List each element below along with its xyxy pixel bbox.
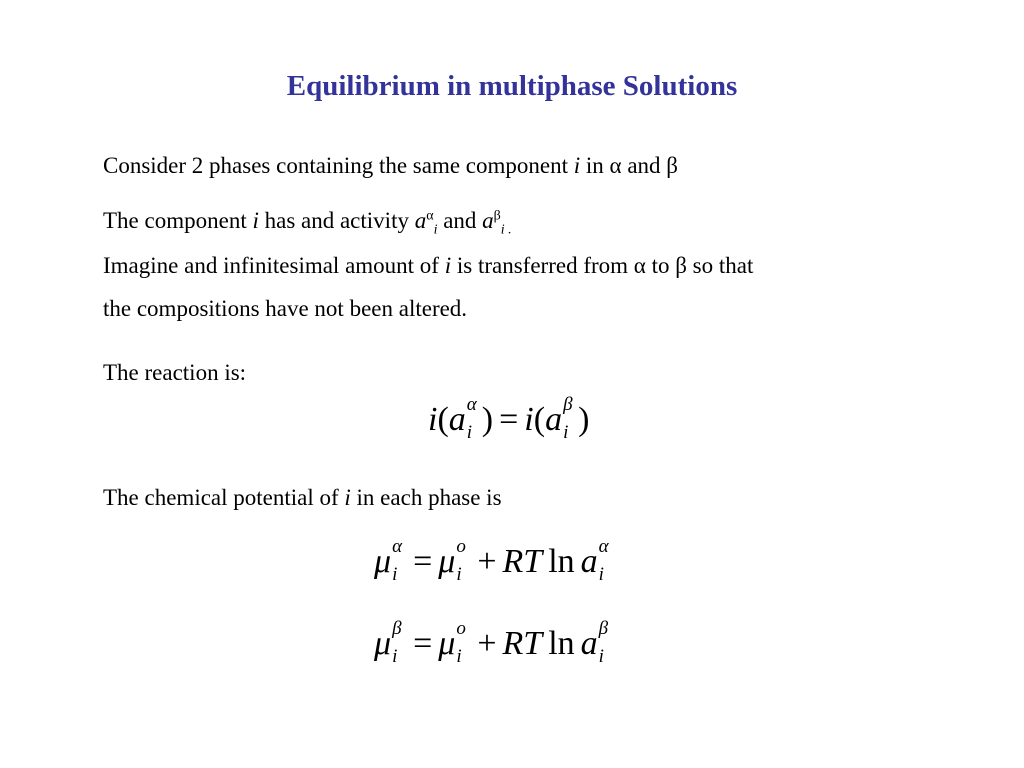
math-sup: β: [392, 618, 402, 639]
math-paren: (: [437, 401, 449, 438]
math-mu: μ: [438, 543, 456, 580]
math-sup: α: [466, 394, 477, 415]
activity-alpha-base: a: [414, 208, 427, 233]
math-script: [562, 394, 578, 443]
text-segment: Imagine and infinitesimal amount of: [103, 253, 445, 278]
variable-i: i: [252, 208, 259, 233]
math-i: i: [428, 401, 438, 438]
slide-title: Equilibrium in multiphase Solutions: [286, 70, 738, 102]
math-sub: i: [456, 646, 462, 667]
math-ln: ln: [548, 543, 575, 580]
math-plus: +: [477, 543, 497, 580]
variable-i: i: [573, 153, 581, 178]
math-sub: i: [456, 564, 462, 585]
math-sub: i: [598, 646, 604, 667]
text-segment: in α and β: [580, 153, 679, 178]
math-script: [598, 536, 614, 585]
math-script: [391, 618, 407, 667]
math-plus: +: [477, 625, 497, 662]
math-sub: i: [392, 564, 398, 585]
math-mu: μ: [438, 625, 456, 662]
math-sub: i: [598, 564, 604, 585]
math-a: a: [580, 625, 598, 662]
math-equals: =: [413, 625, 433, 662]
variable-i: i: [444, 253, 452, 278]
math-equals: =: [413, 543, 433, 580]
math-sup: β: [598, 618, 609, 639]
text-line-consider: [103, 154, 678, 177]
math-a: a: [545, 401, 563, 438]
math-script: [391, 536, 407, 585]
text-line-activity: [103, 208, 512, 238]
math-script: [455, 536, 471, 585]
math-sup: α: [392, 536, 403, 557]
text-line-compositions: the compositions have not been altered.: [103, 296, 468, 321]
math-a: a: [580, 543, 598, 580]
math-mu: μ: [374, 543, 392, 580]
text-segment: in each phase is: [350, 485, 502, 510]
math-paren: ): [481, 401, 494, 438]
math-sup: o: [456, 618, 466, 639]
activity-beta-sup: β: [493, 208, 501, 224]
text-segment: The component: [103, 208, 253, 233]
text-segment: and: [437, 208, 483, 233]
text-segment: The chemical potential of: [103, 485, 345, 510]
math-sup: α: [598, 536, 609, 557]
math-paren: (: [533, 401, 546, 438]
math-sub: i: [392, 646, 398, 667]
math-rt: RT: [502, 543, 543, 580]
math-i: i: [524, 401, 534, 438]
math-script: [466, 394, 482, 443]
variable-i: i: [344, 485, 351, 510]
math-equals: =: [499, 401, 519, 438]
math-rt: RT: [502, 625, 543, 662]
activity-alpha-sub: i: [433, 222, 438, 238]
text-line-imagine: [103, 254, 753, 277]
text-line-reaction: The reaction is:: [103, 360, 247, 385]
math-sup: β: [563, 394, 573, 415]
math-paren: ): [578, 401, 590, 438]
math-a: a: [448, 401, 466, 438]
chemical-potential-beta-equation: [374, 618, 614, 667]
text-segment: has and activity: [258, 208, 415, 233]
math-ln: ln: [548, 625, 575, 662]
math-script: [598, 618, 614, 667]
chemical-potential-alpha-equation: [374, 536, 614, 585]
activity-beta-sub: i .: [500, 222, 512, 238]
text-segment: Consider 2 phases containing the same component: [103, 153, 574, 178]
text-line-potential: [103, 486, 502, 509]
text-segment: is transferred from α to β so that: [451, 253, 754, 278]
math-script: [455, 618, 471, 667]
math-mu: μ: [374, 625, 392, 662]
reaction-equation: [428, 394, 590, 443]
math-sub: i: [563, 422, 569, 443]
activity-alpha-sup: α: [426, 208, 434, 224]
activity-beta-base: a: [482, 208, 494, 233]
math-sub: i: [466, 422, 473, 443]
math-sup: o: [456, 536, 466, 557]
